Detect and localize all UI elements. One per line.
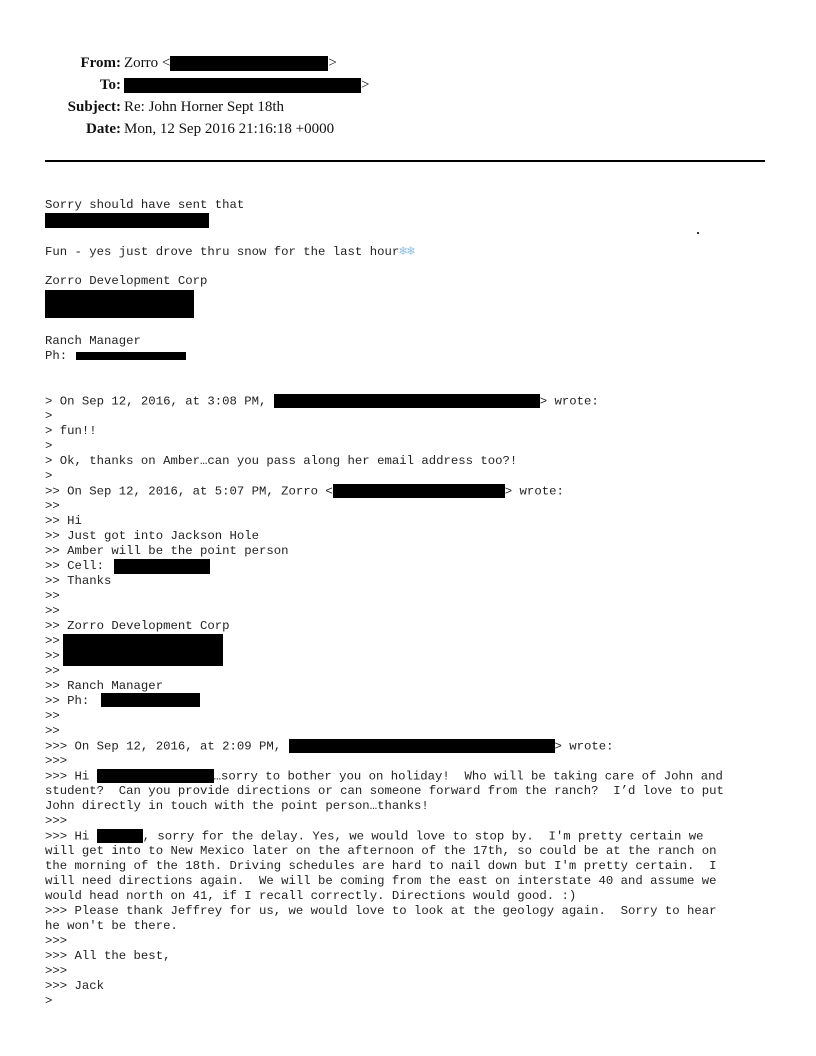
quote-text: > wrote: — [504, 484, 564, 499]
to-row — [0, 76, 121, 94]
quote-text: > wrote: — [554, 739, 614, 754]
quote-line: >> — [45, 664, 60, 678]
quote-line: > Ok, thanks on Amber…can you pass along her email address too?! — [45, 454, 518, 468]
redaction-block — [333, 484, 505, 498]
quote-text: >>> Hi — [45, 769, 97, 784]
quote-line: >> — [45, 634, 60, 648]
redaction-block — [63, 634, 223, 666]
quote-line: >> Hi — [45, 514, 82, 528]
subject-row — [0, 98, 121, 116]
quote-text: …sorry to bother you on holiday! Who will be taking care of John and — [213, 769, 723, 784]
quote-line: >> Amber will be the point person — [45, 544, 289, 558]
quote-line: >>> — [45, 814, 68, 828]
quote-line: John directly in touch with the point person…thanks! — [45, 799, 429, 813]
quote-line — [45, 769, 723, 784]
snowflake-icon: ❄❄ — [399, 244, 415, 259]
to-label: To: — [99, 77, 121, 93]
quote-line — [45, 394, 599, 409]
quote-line: student? Can you provide directions or can someone forward from the ranch? I’d love to put — [45, 784, 724, 798]
redaction-block — [97, 829, 143, 843]
quote-line: the morning of the 18th. Driving schedules are hard to nail down but I'm pretty certain. I — [45, 859, 717, 873]
quote-text: >>> Hi — [45, 829, 97, 844]
quote-line: will need directions again. We will be coming from the east on interstate 40 and assume we — [45, 874, 717, 888]
quote-line: >>> Please thank Jeffrey for us, we would love to look at the geology again. Sorry to hear — [45, 904, 717, 918]
redaction-block — [101, 693, 200, 707]
quote-line: would head north on 41, if I recall correctly. Directions would good. :) — [45, 889, 577, 903]
from-label: From: — [80, 55, 121, 71]
quote-line: >>> — [45, 934, 68, 948]
quote-line — [45, 739, 614, 754]
scan-dot — [697, 232, 699, 234]
quote-text: >> On Sep 12, 2016, at 5:07 PM, Zorro < — [45, 484, 333, 499]
to-value — [124, 76, 369, 94]
quote-line: >> Just got into Jackson Hole — [45, 529, 260, 543]
quote-line: >> — [45, 709, 60, 723]
body-line — [45, 244, 415, 260]
quote-line: > — [45, 469, 53, 483]
quote-line: >> — [45, 604, 60, 618]
to-end: > — [361, 77, 370, 93]
quote-text: , sorry for the delay. Yes, we would love to stop by. I'm pretty certain we — [142, 829, 704, 844]
redaction-block — [289, 739, 555, 753]
from-end: > — [328, 55, 337, 71]
date-row — [0, 120, 121, 138]
date-label: Date: — [86, 121, 121, 137]
header-divider — [45, 160, 765, 162]
quote-line: >> — [45, 499, 60, 513]
quote-line: >> Thanks — [45, 574, 112, 588]
quote-line: > — [45, 409, 53, 423]
quote-line — [45, 484, 564, 499]
body-line: Zorro Development Corp — [45, 274, 208, 288]
quote-text: >>> On Sep 12, 2016, at 2:09 PM, — [45, 739, 289, 754]
quote-line: >>> All the best, — [45, 949, 171, 963]
redaction-block — [45, 290, 194, 318]
quote-line: >> Zorro Development Corp — [45, 619, 230, 633]
quote-line: >>> — [45, 754, 68, 768]
to-redaction — [124, 78, 361, 93]
quote-line: >> Cell: — [45, 559, 112, 573]
redaction-block — [274, 394, 540, 408]
quote-line: >>> — [45, 964, 68, 978]
redaction-block — [45, 213, 209, 228]
redaction-block — [76, 352, 186, 360]
redaction-block — [114, 559, 210, 574]
subject-label: Subject: — [67, 99, 121, 115]
from-value — [124, 54, 337, 72]
quote-line: >> — [45, 724, 60, 738]
date-value: Mon, 12 Sep 2016 21:16:18 +0000 — [124, 121, 335, 137]
redaction-block — [97, 769, 214, 783]
quote-line: > fun!! — [45, 424, 97, 438]
quote-line — [45, 829, 704, 844]
quote-text: > wrote: — [539, 394, 599, 409]
from-name: Zorro < — [124, 55, 171, 71]
snow-text: Fun - yes just drove thru snow for the last hour — [45, 245, 400, 259]
quote-line: >>> Jack — [45, 979, 105, 993]
phone-label: Ph: — [45, 349, 75, 363]
quote-line: > — [45, 994, 53, 1008]
quote-line: >> — [45, 649, 60, 663]
quote-line: >> Ph: — [45, 694, 97, 708]
quote-text: > On Sep 12, 2016, at 3:08 PM, — [45, 394, 274, 409]
subject-value: Re: John Horner Sept 18th — [124, 99, 284, 115]
quote-line: > — [45, 439, 53, 453]
from-row — [0, 54, 121, 72]
quote-line: will get into to New Mexico later on the afternoon of the 17th, so could be at the ranch on — [45, 844, 717, 858]
quote-line: he won't be there. — [45, 919, 178, 933]
from-email-redaction — [170, 56, 328, 71]
body-line: Ranch Manager — [45, 334, 141, 348]
body-line — [45, 349, 75, 364]
body-line: Sorry should have sent that — [45, 198, 245, 212]
quote-line: >> Ranch Manager — [45, 679, 164, 693]
quote-line: >> — [45, 589, 60, 603]
